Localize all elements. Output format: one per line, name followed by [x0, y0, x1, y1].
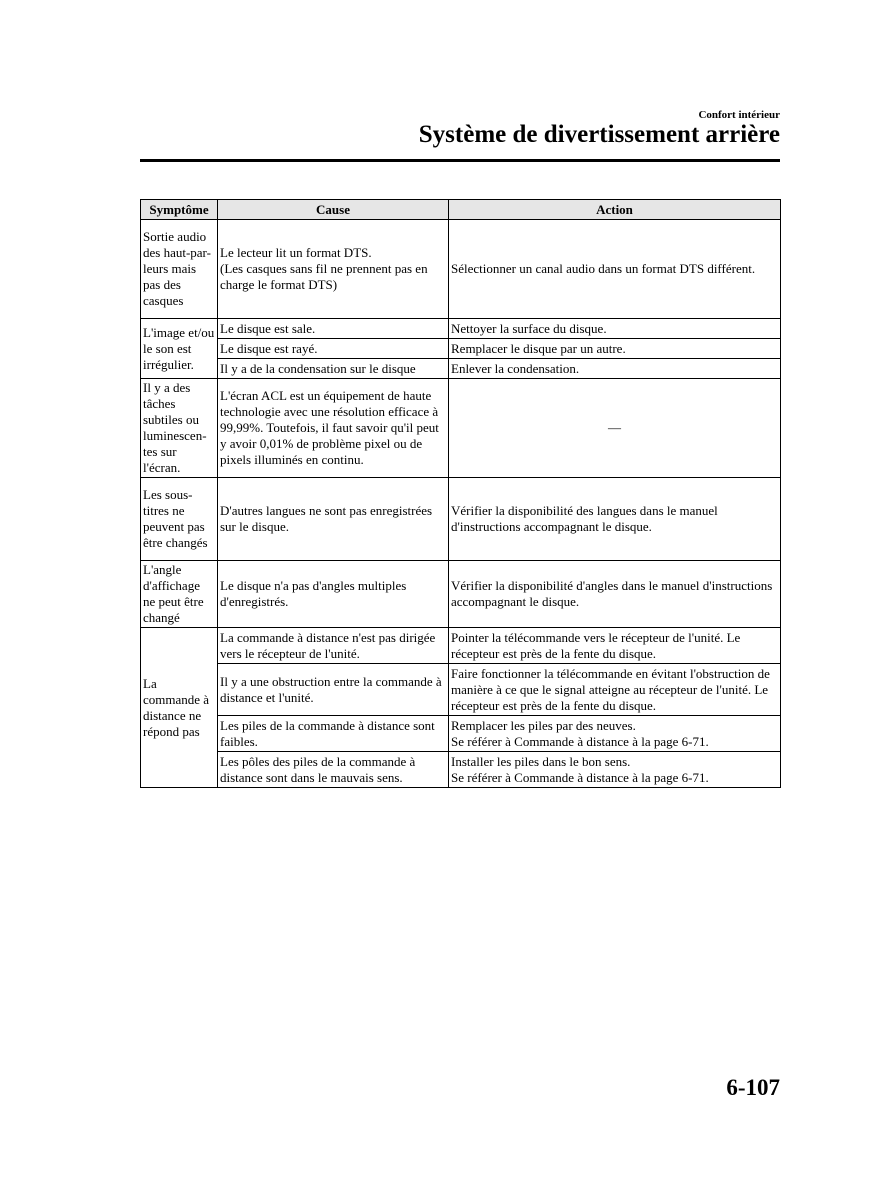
title-rule: [140, 159, 780, 162]
troubleshooting-table-container: [140, 199, 780, 788]
symptom-cell: Il y a des tâches subtiles ou luminescen-tes sur l'écran.: [141, 379, 218, 478]
action-cell: Faire fonctionner la télécommande en évitant l'obstruction de manière à ce que le signal atteigne au récepteur de l'unité. Le récepteur est près de la fente du disque.: [449, 664, 781, 716]
cause-cell: D'autres langues ne sont pas enregistrées sur le disque.: [218, 478, 449, 561]
table-row: [141, 220, 781, 319]
action-cell: Pointer la télécommande vers le récepteur de l'unité. Le récepteur est près de la fente du disque.: [449, 628, 781, 664]
action-text: Installer les piles dans le bon sens.: [451, 753, 631, 769]
cause-cell: Il y a une obstruction entre la commande à distance et l'unité.: [218, 664, 449, 716]
action-cell: Vérifier la disponibilité des langues dans le manuel d'instructions accompagnant le disque.: [449, 478, 781, 561]
action-text: Se référer à Commande à distance à la page 6-71.: [451, 769, 709, 785]
section-label: Confort intérieur: [698, 109, 780, 121]
symptom-cell: La commande à distance ne répond pas: [141, 628, 218, 788]
table-row: [141, 339, 781, 359]
table-row: [141, 561, 781, 628]
action-cell: [449, 220, 781, 319]
symptom-cell: Sortie audio des haut-par-leurs mais pas des casques: [141, 220, 218, 319]
action-cell: [449, 716, 781, 752]
cause-cell: Les piles de la commande à distance sont faibles.: [218, 716, 449, 752]
troubleshooting-table: [140, 199, 781, 788]
cause-cell: Il y a de la condensation sur le disque: [218, 359, 449, 379]
cause-cell: La commande à distance n'est pas dirigée vers le récepteur de l'unité.: [218, 628, 449, 664]
cause-cell: Les pôles des piles de la commande à distance sont dans le mauvais sens.: [218, 752, 449, 788]
page-number: 6-107: [726, 1075, 780, 1100]
symptom-cell: L'angle d'affichage ne peut être changé: [141, 561, 218, 628]
table-row: [141, 628, 781, 664]
action-cell: Remplacer le disque par un autre.: [449, 339, 781, 359]
action-text: Remplacer les piles par des neuves.: [451, 717, 636, 733]
table-row: [141, 752, 781, 788]
table-row: [141, 359, 781, 379]
cause-cell: Le disque n'a pas d'angles multiples d'enregistrés.: [218, 561, 449, 628]
symptom-cell: L'image et/ou le son est irrégulier.: [141, 319, 218, 379]
table-row: [141, 478, 781, 561]
action-cell: Nettoyer la surface du disque.: [449, 319, 781, 339]
header-symptom: Symptôme: [141, 200, 218, 220]
cause-text: Le lecteur lit un format DTS.: [220, 245, 372, 260]
cause-cell: Le disque est rayé.: [218, 339, 449, 359]
table-row: [141, 716, 781, 752]
header-action: Action: [449, 200, 781, 220]
table-row: [141, 379, 781, 478]
action-cell: —: [449, 379, 781, 478]
header-cause: Cause: [218, 200, 449, 220]
page-title: Système de divertissement arrière: [418, 121, 780, 148]
table-header-row: [141, 200, 781, 220]
cause-text: (Les casques sans fil ne prennent pas en charge le format DTS): [220, 261, 428, 292]
cause-cell: Le disque est sale.: [218, 319, 449, 339]
table-row: [141, 319, 781, 339]
table-row: [141, 664, 781, 716]
cause-cell: L'écran ACL est un équipement de haute technologie avec une résolution efficace à 99,99%. Toutefois, il faut savoir qu'il peut y avoir 0,01% de problème pixel ou de pixels illuminés en continu.: [218, 379, 449, 478]
cause-cell: [218, 220, 449, 319]
symptom-cell: Les sous-titres ne peuvent pas être changés: [141, 478, 218, 561]
action-cell: Enlever la condensation.: [449, 359, 781, 379]
action-cell: Vérifier la disponibilité d'angles dans le manuel d'instructions accompagnant le disque.: [449, 561, 781, 628]
action-text: Se référer à Commande à distance à la page 6-71.: [451, 733, 709, 749]
action-text: Sélectionner un canal audio dans un format DTS différent.: [451, 261, 756, 276]
action-cell: [449, 752, 781, 788]
